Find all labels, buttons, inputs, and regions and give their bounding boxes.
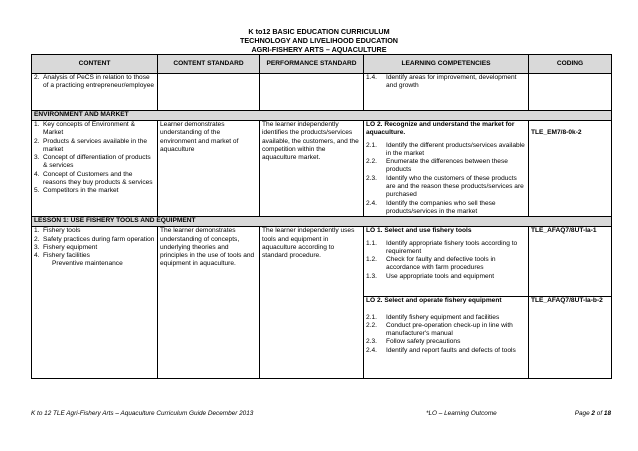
coding-cell [529, 74, 612, 111]
section-title: LESSON 1: USE FISHERY TOOLS AND EQUIPMENT [32, 217, 612, 227]
footer-lo-note: *LO – Learning Outcome [426, 410, 497, 417]
competencies-cell [364, 74, 529, 111]
competency-list [366, 314, 526, 355]
list-item: 4. Fishery facilities [34, 252, 90, 260]
coding-cell [529, 227, 612, 297]
document-header [0, 27, 638, 54]
col-header-learning-competencies: LEARNING COMPETENCIES [364, 55, 529, 74]
competency-list [366, 142, 526, 217]
col-header-coding: CODING [529, 55, 612, 74]
list-item: 2. Analysis of PeCS in relation to those of a practicing entrepreneur/employee [34, 74, 155, 90]
learning-outcome-title: LO 2. Select and operate fishery equipment [366, 297, 502, 305]
content-cell [32, 74, 158, 111]
competencies-cell [364, 227, 529, 297]
content-list [34, 74, 155, 91]
content-list [34, 121, 155, 196]
competencies-cell [364, 297, 529, 379]
list-item: 1.3. Use appropriate tools and equipment [366, 272, 495, 280]
list-item: 2.3. Identify who the customers of these products are and the reason these products/services are purchased [366, 174, 524, 199]
coding-cell [529, 121, 612, 217]
list-item: 3. Concept of differentiation of products & services [34, 154, 151, 170]
learning-outcome-title: LO 2. Recognize and understand the market for aquaculture. [366, 121, 515, 137]
performance-standard-cell: The learner independently uses tools and equipment in aquaculture according to standard procedure. [260, 227, 364, 379]
curriculum-table [31, 54, 612, 379]
content-standard-cell: The learner demonstrates understanding of concepts, underlying theories and principles in the use of tools and equipment in aquaculture. [158, 227, 260, 379]
content-cell [32, 121, 158, 217]
competencies-cell [364, 121, 529, 217]
table-row [32, 227, 612, 297]
coding-cell [529, 297, 612, 379]
list-item: 2.2. Conduct pre-operation check-up in line with manufacturer's manual [366, 321, 513, 338]
list-item: 2.1. Identify fishery equipment and facilities [366, 313, 500, 321]
list-item: 2. Products & services available in the market [34, 137, 148, 153]
list-item: 2.2. Enumerate the differences between these products [366, 158, 508, 174]
list-item: 2.3. Follow safety precautions [366, 338, 461, 346]
list-item: 2.4. Identify and report faults and defects of tools [366, 346, 516, 354]
list-item: 2.4. Identify the companies who sell these products/services in the market [366, 199, 496, 215]
coding-value: TLE_AFAQ7/8UT-Ia-1 [531, 227, 597, 235]
col-header-content: CONTENT [32, 55, 158, 74]
performance-standard-cell [260, 74, 364, 111]
section-row-environment-market [32, 111, 612, 121]
list-item: 5. Competitors in the market [34, 187, 119, 195]
section-row-lesson-1 [32, 217, 612, 227]
learning-outcome-title: LO 1. Select and use fishery tools [366, 227, 472, 235]
header-line-2: TECHNOLOGY AND LIVELIHOOD EDUCATION [240, 36, 398, 45]
content-cell [32, 227, 158, 379]
list-item: 2.1. Identify the different products/services available in the market [366, 141, 525, 157]
competency-list [366, 74, 526, 91]
table-row [32, 74, 612, 111]
header-line-3: AGRI-FISHERY ARTS – AQUACULTURE [251, 45, 387, 54]
list-item: 1.2. Check for faulty and defective tools in accordance with farm procedures [366, 256, 496, 272]
section-title: ENVIRONMENT AND MARKET [32, 111, 612, 121]
coding-value: TLE_AFAQ7/8UT-Ia-b-2 [531, 297, 603, 305]
col-header-performance-standard: PERFORMANCE STANDARD [260, 55, 364, 74]
table-row [32, 121, 612, 217]
col-header-content-standard: CONTENT STANDARD [158, 55, 260, 74]
header-line-1: K to12 BASIC EDUCATION CURRICULUM [248, 27, 390, 36]
footer-document-title: K to 12 TLE Agri-Fishery Arts – Aquaculture Curriculum Guide December 2013 [31, 410, 254, 417]
performance-standard-cell: The learner independently identifies the products/services available, the customers, and the competition within the aquaculture market. [260, 121, 364, 217]
list-item: 1.4. Identify areas for improvement, development and growth [366, 74, 517, 90]
competency-list [366, 240, 526, 281]
list-item: 1. Fishery tools [34, 227, 81, 235]
list-item: 1.1. Identify appropriate fishery tools according to requirement [366, 239, 518, 255]
list-item: Preventive maintenance [52, 260, 123, 268]
list-item: 3. Fishery equipment [34, 243, 98, 251]
list-item: 2. Safety practices during farm operation [34, 235, 155, 243]
content-standard-cell: Learner demonstrates understanding of the environment and market of aquaculture [158, 121, 260, 217]
content-standard-cell [158, 74, 260, 111]
list-item: 1. Key concepts of Environment & Market [34, 121, 135, 137]
list-item: 4. Concept of Customers and the reasons they buy products & services [34, 170, 153, 187]
footer-page-number: Page 2 of 18 [574, 410, 611, 417]
coding-value: TLE_EM7/8-0k-2 [531, 129, 582, 136]
page-footer [31, 410, 611, 420]
content-list [34, 227, 155, 268]
table-header-row [32, 55, 612, 74]
